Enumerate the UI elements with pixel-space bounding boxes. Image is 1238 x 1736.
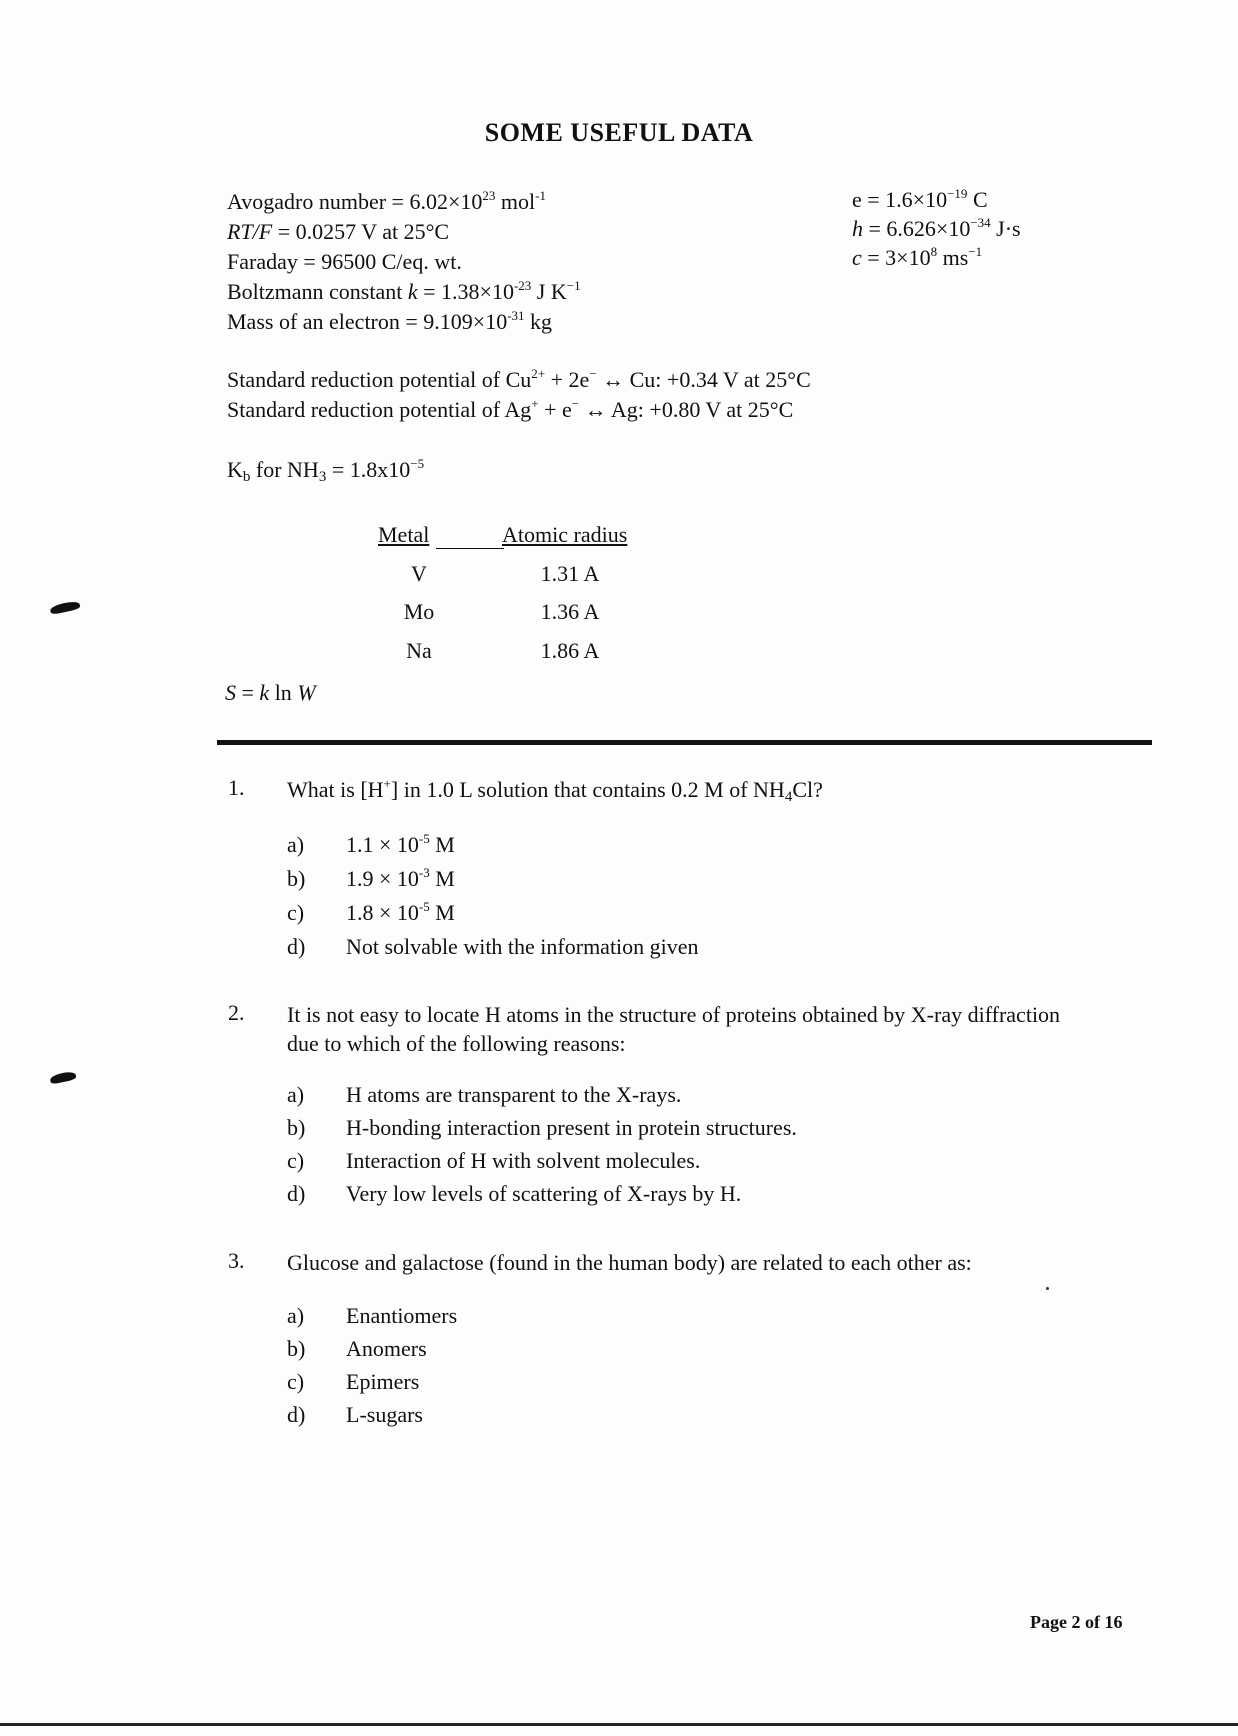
option-text: Very low levels of scattering of X-rays by H. [346,1181,742,1206]
option-label: d) [287,934,306,959]
question-text: Glucose and galactose (found in the human body) are related to each other as: [287,1250,972,1275]
electron-mass: Mass of an electron = $9.109\times 10^{-31}$ kg [227,308,553,334]
question-number: 1. [228,775,245,800]
option-text: H-bonding interaction present in protein structures. [346,1115,797,1140]
planck-constant: $h = 6.626\times 10^{-34}$ J·s [852,215,1021,241]
page-number: Page 2 of 16 [1030,1612,1123,1632]
question-number: 2. [228,1000,245,1025]
question-text: It is not easy to locate H atoms in the structure of proteins obtained by X-ray diffraction due to which of the following reasons: [287,1002,1061,1056]
option-label: c) [287,1369,305,1394]
cu-potential: Standard reduction potential of $Cu^{2+} + 2e^-$ ↔ Cu: +0.34 V at 25°C [227,366,811,392]
faraday-constant: Faraday = 96500 C/eq. wt. [227,249,462,274]
option-text: $1.8 \times 10^{-5}$ M [346,899,455,925]
option-label: b) [287,1115,306,1140]
bottom-edge-line [0,1723,1238,1726]
option-label: b) [287,866,306,891]
table-header-radius: Atomic radius [502,522,628,547]
table-cell-metal: Mo [403,599,435,624]
table-cell-metal: V [411,561,427,586]
table-cell-radius: 1.86 A [540,638,600,663]
kb-ammonia: $K_b$ for $NH_3 = 1.8x10^{-5}$ [227,456,425,485]
entropy-formula: S = k ln W [225,680,316,705]
option-text: H atoms are transparent to the X-rays. [346,1082,682,1107]
punch-hole-mark [49,1070,76,1084]
option-label: a) [287,1303,305,1328]
speed-of-light: $c = 3\times 10^8$ $ms^{-1}$ [852,244,983,270]
option-text: L-sugars [346,1402,423,1427]
electron-charge: $e = 1.6\times 10^{-19}$ C [852,186,988,212]
section-divider [217,740,1152,745]
page-title: SOME USEFUL DATA [484,118,754,147]
boltzmann-constant: Boltzmann constant $k = 1.38\times 10^{-23}$ J $K^{-1}$ [227,278,581,304]
option-text: Epimers [346,1369,420,1394]
option-label: c) [287,900,305,925]
option-text: $1.9 \times 10^{-3}$ M [346,865,455,891]
question-text: What is [H+] in 1.0 L solution that contains 0.2 M of $NH_4Cl$? [287,776,823,805]
option-text: $1.1 \times 10^{-5}$ M [346,831,455,857]
option-label: b) [287,1336,306,1361]
table-cell-radius: 1.36 A [540,599,600,624]
rtf-constant: RT/F = 0.0257 V at 25°C [227,219,450,244]
scan-speck [1046,1287,1049,1290]
option-label: c) [287,1148,305,1173]
punch-hole-mark [49,600,80,615]
option-label: a) [287,1082,305,1107]
option-text: Anomers [346,1336,427,1361]
table-header-connector [436,548,504,549]
table-cell-radius: 1.31 A [540,561,600,586]
ag-potential: Standard reduction potential of Ag+ + e− ↔ Ag: +0.80 V at 25°C [227,396,794,422]
option-text: Enantiomers [346,1303,458,1328]
avogadro-constant: Avogadro number = $6.02\times 10^{23}$ mol$^{-1}$ [227,188,546,214]
option-text: Interaction of H with solvent molecules. [346,1148,701,1173]
table-cell-metal: Na [406,638,432,663]
table-header-metal: Metal [378,522,430,547]
question-number: 3. [228,1248,245,1273]
option-text: Not solvable with the information given [346,934,699,959]
option-label: d) [287,1181,306,1206]
option-label: d) [287,1402,306,1427]
option-label: a) [287,832,305,857]
